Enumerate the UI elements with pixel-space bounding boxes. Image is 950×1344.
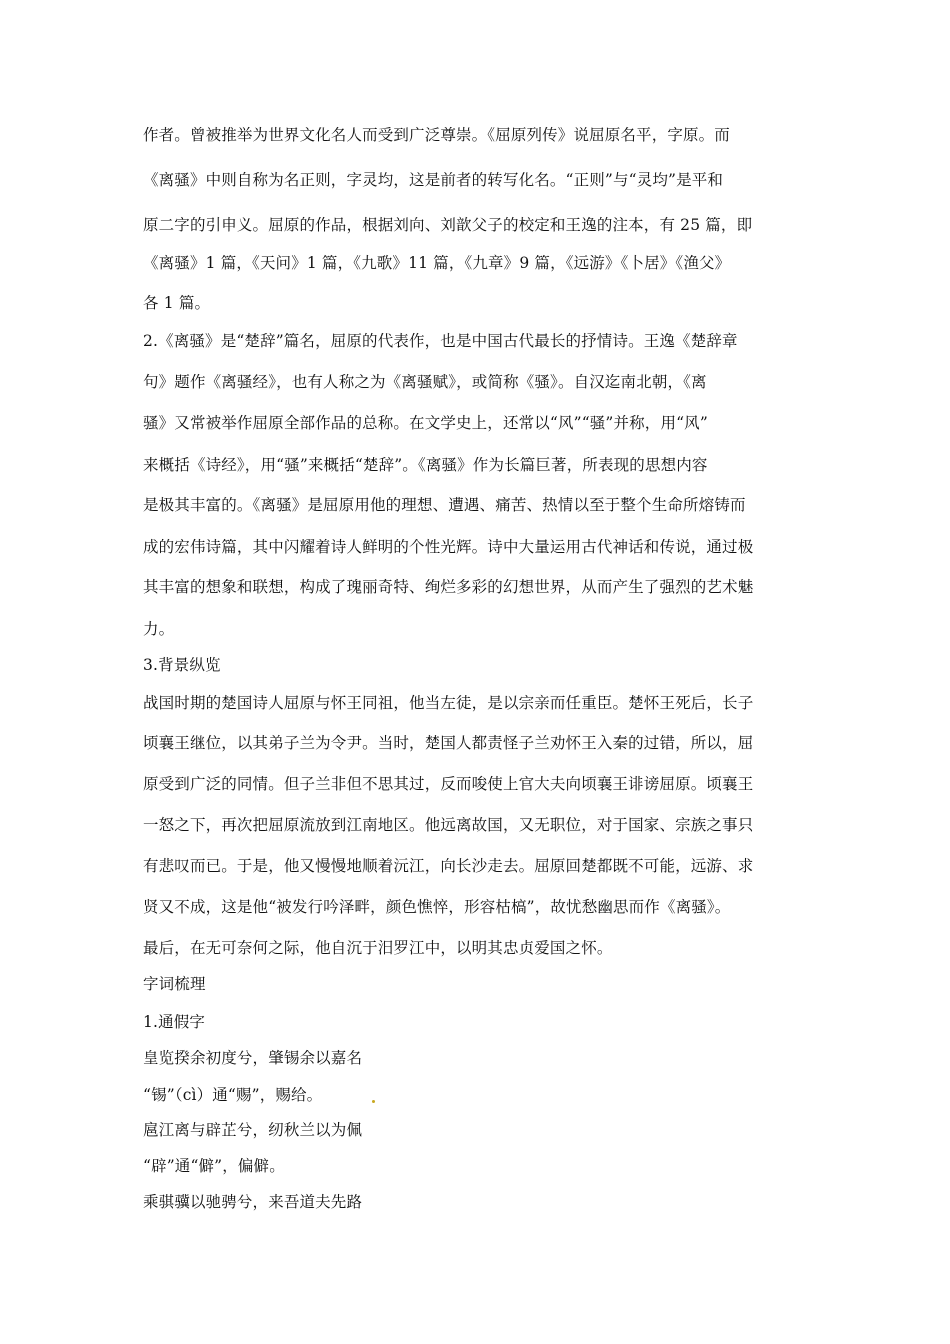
explanation-line: “锡”（cì）通“赐”，赐给。 [143,1086,323,1104]
paragraph-line: 力。 [143,620,175,638]
paragraph-line: 成的宏伟诗篇，其中闪耀着诗人鲜明的个性光辉。诗中大量运用古代神话和传说，通过极 [143,538,754,556]
paragraph-line: 一怒之下，再次把屈原流放到江南地区。他远离故国，又无职位，对于国家、宗族之事只 [143,816,754,834]
paragraph-line: 句》题作《离骚经》，也有人称之为《离骚赋》，或简称《骚》。自汉迄南北朝，《离 [143,373,707,391]
section-heading: 3.背景纵览 [143,656,221,674]
paragraph-line: 贤又不成，这是他“被发行吟泽畔，颜色憔悴，形容枯槁”，故忧愁幽思而作《离骚》。 [143,898,731,916]
subsection-heading: 1.通假字 [143,1013,206,1031]
example-sentence: 皇览揆余初度兮，肇锡余以嘉名 [143,1049,363,1067]
paragraph-line: 有悲叹而已。于是，他又慢慢地顺着沅江，向长沙走去。屈原回楚都既不可能，远游、求 [143,857,754,875]
paragraph-line: 其丰富的想象和联想，构成了瑰丽奇特、绚烂多彩的幻想世界，从而产生了强烈的艺术魅 [143,578,754,596]
paragraph-line: 各 1 篇。 [143,294,211,312]
explanation-line: “辟”通“僻”，偏僻。 [143,1157,285,1175]
paragraph-line: 骚》又常被举作屈原全部作品的总称。在文学史上，还常以“风”“骚”并称，用“风” [143,414,708,432]
paragraph-line: 战国时期的楚国诗人屈原与怀王同祖，他当左徒，是以宗亲而任重臣。楚怀王死后，长子 [143,694,754,712]
section-heading: 字词梳理 [143,975,206,993]
highlight-dot [372,1100,375,1103]
paragraph-line: 原受到广泛的同情。但子兰非但不思其过，反而唆使上官大夫向顷襄王诽谤屈原。顷襄王 [143,775,754,793]
paragraph-line: 2.《离骚》是“楚辞”篇名，屈原的代表作，也是中国古代最长的抒情诗。王逸《楚辞章 [143,332,738,350]
example-sentence: 扈江离与辟芷兮，纫秋兰以为佩 [143,1121,363,1139]
paragraph-line: 《离骚》1 篇，《天问》1 篇，《九歌》11 篇，《九章》9 篇，《远游》《卜居》《渔父》 [143,254,731,272]
paragraph-line: 最后，在无可奈何之际，他自沉于汨罗江中，以明其忠贞爱国之怀。 [143,939,613,957]
example-sentence: 乘骐骥以驰骋兮，来吾道夫先路 [143,1193,363,1211]
paragraph-line: 顷襄王继位，以其弟子兰为令尹。当时，楚国人都责怪子兰劝怀王入秦的过错，所以，屈 [143,734,754,752]
paragraph-line: 原二字的引申义。屈原的作品，根据刘向、刘歆父子的校定和王逸的注本，有 25 篇，即 [143,216,753,234]
paragraph-line: 作者。曾被推举为世界文化名人而受到广泛尊崇。《屈原列传》说屈原名平，字原。而 [143,126,730,144]
paragraph-line: 来概括《诗经》，用“骚”来概括“楚辞”。《离骚》作为长篇巨著，所表现的思想内容 [143,456,708,474]
paragraph-line: 《离骚》中则自称为名正则，字灵均，这是前者的转写化名。“正则”与“灵均”是平和 [143,171,724,189]
paragraph-line: 是极其丰富的。《离骚》是屈原用他的理想、遭遇、痛苦、热情以至于整个生命所熔铸而 [143,496,746,514]
